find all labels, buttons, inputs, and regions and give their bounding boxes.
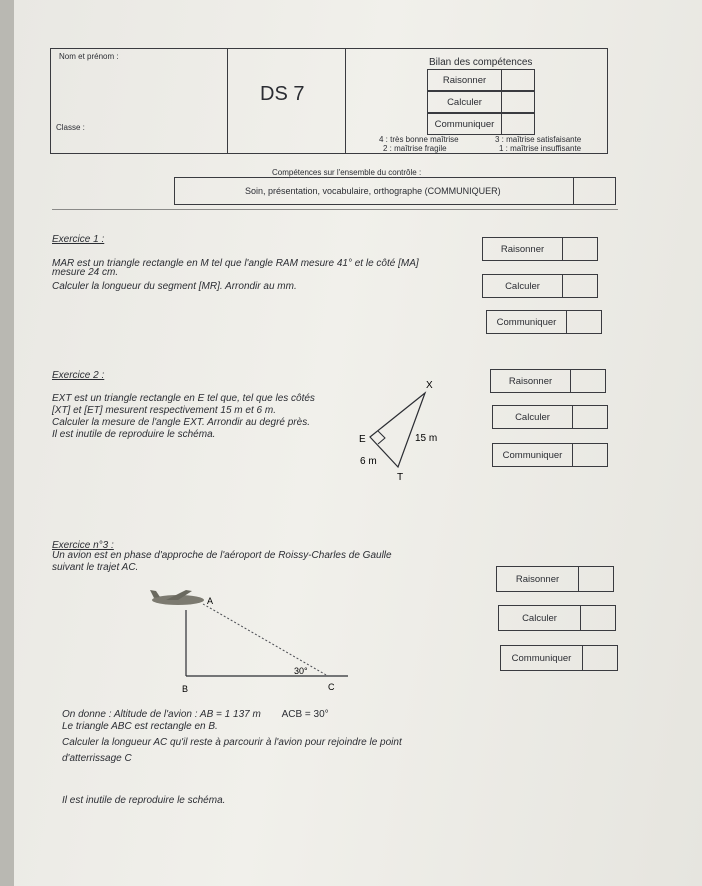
comp-label: Raisonner: [497, 567, 579, 591]
comp-label: Raisonner: [491, 370, 571, 392]
general-item: Soin, présentation, vocabulaire, orthographe (COMMUNIQUER): [245, 186, 501, 196]
comp-score-cell[interactable]: [567, 311, 601, 333]
ex1-line: MAR est un triangle rectangle en M tel que l'angle RAM mesure 41° et le côté [MA]: [52, 258, 419, 269]
ex3-figure: [148, 588, 368, 698]
ex3-line: Un avion est en phase d'approche de l'aéroport de Roissy-Charles de Gaulle: [52, 550, 392, 561]
ex3-comp-raisonner: [496, 566, 614, 592]
ex1-comp-communiquer: [486, 310, 602, 334]
ex3-after: [62, 721, 502, 765]
bilan-label: Raisonner: [428, 70, 502, 90]
ex3-comp-communiquer: [500, 645, 618, 671]
ex3-comp-calculer: [498, 605, 616, 631]
classe-label: Classe :: [56, 123, 85, 132]
ex1-comp-raisonner: [482, 237, 598, 261]
bilan-row-communiquer: [427, 113, 535, 135]
ex2-comp-calculer: [492, 405, 608, 429]
ex2-title: Exercice 2 :: [52, 370, 105, 381]
ex1-statement: [52, 258, 472, 293]
label-e: E: [359, 434, 366, 445]
bilan-row-calculer: [427, 91, 535, 113]
comp-score-cell[interactable]: [581, 606, 615, 630]
bilan-label: Calculer: [428, 92, 502, 112]
ex3-statement: [52, 550, 472, 574]
general-label: Compétences sur l'ensemble du contrôle :: [272, 168, 422, 177]
label-15m: 15 m: [415, 433, 438, 444]
label-t: T: [397, 472, 404, 483]
comp-label: Communiquer: [493, 444, 573, 466]
ex2-comp-raisonner: [490, 369, 606, 393]
label-b: B: [182, 684, 189, 694]
bilan-score-cell[interactable]: [502, 92, 534, 112]
comp-score-cell[interactable]: [583, 646, 617, 670]
comp-label: Communiquer: [501, 646, 583, 670]
label-6m: 6 m: [360, 456, 377, 467]
divider: [52, 209, 618, 210]
comp-score-cell[interactable]: [563, 275, 597, 297]
ex1-title: Exercice 1 :: [52, 234, 105, 245]
comp-score-cell[interactable]: [563, 238, 597, 260]
right-angle-mark: [378, 431, 385, 444]
general-score-cell[interactable]: [573, 178, 575, 204]
comp-label: Raisonner: [483, 238, 563, 260]
ex3-title: Exercice n°3 :: [52, 540, 114, 551]
bilan-score-cell[interactable]: [502, 114, 534, 134]
header-col-name: [51, 49, 228, 153]
header-col-title: [227, 49, 346, 153]
ex1-line: mesure 24 cm.: [52, 267, 119, 278]
page-title: DS 7: [260, 83, 305, 105]
path-ac: [203, 604, 328, 676]
ex1-comp-calculer: [482, 274, 598, 298]
legend-2: 2 : maîtrise fragile: [383, 144, 447, 153]
ex3-after-line: Le triangle ABC est rectangle en B.: [62, 721, 218, 732]
ex2-figure: [340, 375, 450, 485]
general-box: [174, 177, 616, 205]
comp-score-cell[interactable]: [579, 567, 613, 591]
nom-label: Nom et prénom :: [59, 52, 119, 61]
header-table: [50, 48, 608, 154]
label-x: X: [426, 380, 433, 391]
bilan-label: Communiquer: [428, 114, 502, 134]
bilan-table: [427, 69, 535, 135]
ex2-line: Il est inutile de reproduire le schéma.: [52, 429, 216, 440]
comp-label: Calculer: [499, 606, 581, 630]
label-angle: 30°: [294, 666, 308, 676]
legend-3: 3 : maîtrise satisfaisante: [495, 135, 582, 144]
ex3-after-line: d'atterrissage C: [62, 753, 132, 764]
comp-score-cell[interactable]: [573, 406, 607, 428]
ex3-note: Il est inutile de reproduire le schéma.: [62, 795, 226, 806]
comp-label: Calculer: [483, 275, 563, 297]
ex2-line: [XT] et [ET] mesurent respectivement 15 m et 6 m.: [52, 405, 276, 416]
comp-score-cell[interactable]: [571, 370, 605, 392]
airplane-icon: [150, 590, 204, 605]
ex3-given: [62, 709, 482, 721]
label-c: C: [328, 682, 335, 692]
label-a: A: [207, 596, 214, 606]
ex2-comp-communiquer: [492, 443, 608, 467]
given-angle: ACB = 30°: [281, 709, 329, 720]
comp-label: Calculer: [493, 406, 573, 428]
legend-1: 1 : maîtrise insuffisante: [499, 144, 582, 153]
given-prefix: On donne : Altitude de l'avion : AB = 1 137 m: [62, 709, 261, 720]
triangle-ext: [370, 393, 425, 467]
ex2-statement: [52, 393, 352, 441]
ex2-line: Calculer la mesure de l'angle EXT. Arrondir au degré près.: [52, 417, 310, 428]
comp-score-cell[interactable]: [573, 444, 607, 466]
bilan-row-raisonner: [427, 69, 535, 91]
legend-4: 4 : très bonne maîtrise: [379, 135, 459, 144]
bilan-title: Bilan des compétences: [429, 57, 533, 68]
ex1-line: Calculer la longueur du segment [MR]. Arrondir au mm.: [52, 281, 297, 292]
ex3-line: suivant le trajet AC.: [52, 562, 139, 573]
ex2-line: EXT est un triangle rectangle en E tel que, tel que les côtés: [52, 393, 315, 404]
ex3-after-line: Calculer la longueur AC qu'il reste à parcourir à l'avion pour rejoindre le point: [62, 737, 402, 748]
comp-label: Communiquer: [487, 311, 567, 333]
bilan-score-cell[interactable]: [502, 70, 534, 90]
